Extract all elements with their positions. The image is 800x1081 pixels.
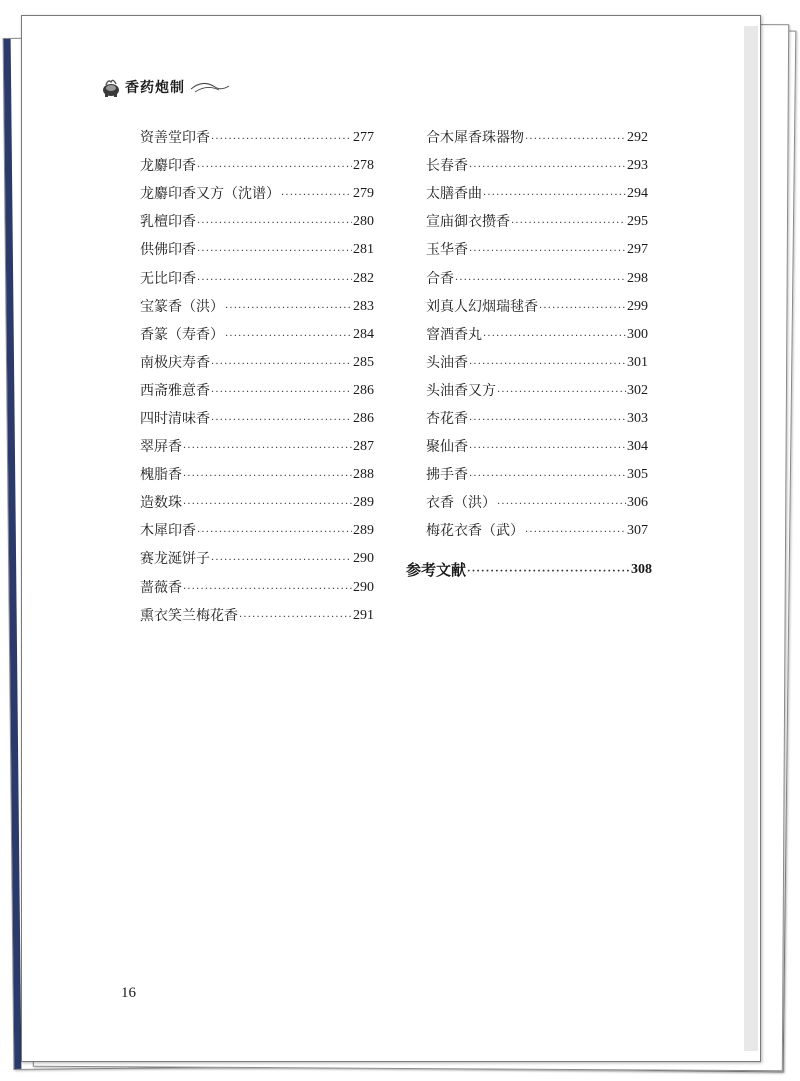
toc-entry[interactable] [140,574,374,602]
toc-entry[interactable] [140,321,374,349]
page-number: 16 [121,985,136,1001]
toc-leader-dots [483,191,626,201]
toc-entry[interactable] [140,377,374,405]
toc-entry-title: 槐脂香 [140,467,182,484]
toc-leader-dots [525,135,626,145]
toc-entry-page: 291 [353,607,374,623]
toc-entry-title: 衣香（洪） [426,495,496,512]
toc-entry-page: 294 [627,186,648,202]
toc-entry[interactable] [426,236,648,264]
toc-entry-title: 香篆（寿香） [140,326,224,343]
toc-entry[interactable] [426,321,648,349]
toc-leader-dots [211,360,352,370]
toc-leader-dots [211,388,352,398]
toc-entry-title: 宝篆香（洪） [140,298,224,315]
toc-leader-dots [183,472,352,482]
toc-entry-title: 玉华香 [426,242,468,259]
toc-entry-page: 292 [627,130,648,146]
toc-entry-page: 287 [353,439,374,455]
toc-leader-dots [469,360,626,370]
toc-entry-title: 熏衣笑兰梅花香 [140,607,238,624]
toc-entry-title: 蔷薇香 [140,579,182,596]
toc-entry-title: 拂手香 [426,467,468,484]
toc-entry-title: 西斋雅意香 [140,382,210,399]
toc-leader-dots [183,444,352,454]
toc-entry[interactable] [426,180,648,208]
toc-entry-title: 宣庙御衣攒香 [426,214,510,231]
toc-entry[interactable] [140,293,374,321]
toc-entry-title: 合香 [426,270,454,287]
toc-entry[interactable] [426,377,648,405]
toc-entry-title: 乳檀印香 [140,214,196,231]
toc-entry-title: 太膳香曲 [426,186,482,203]
toc-entry-page: 289 [353,495,374,511]
incense-burner-icon [100,76,122,98]
toc-leader-dots [497,500,626,510]
toc-leader-dots [211,556,352,566]
toc-entry[interactable] [140,208,374,236]
toc-entry[interactable] [426,405,648,433]
toc-leader-dots [239,613,352,623]
toc-entry-title: 杏花香 [426,410,468,427]
toc-column-right [406,124,652,585]
toc-entry[interactable] [140,545,374,573]
toc-entry-page: 307 [627,523,648,539]
toc-entry-title: 供佛印香 [140,242,196,259]
toc-leader-dots [455,276,626,286]
toc-entry[interactable] [426,293,648,321]
toc-leader-dots [483,332,626,342]
running-header-title: 香药炮制 [125,80,185,96]
toc-entry[interactable] [140,124,374,152]
toc-entry-title: 刘真人幻烟瑞毬香 [426,298,538,315]
toc-entry[interactable] [426,349,648,377]
toc-entry-title: 长春香 [426,158,468,175]
toc-leader-dots [197,163,352,173]
toc-entry-page: 305 [627,467,648,483]
toc-entry[interactable] [426,152,648,180]
toc-entry-page: 304 [627,439,648,455]
toc-entry-page: 297 [627,242,648,258]
toc-leader-dots [469,472,626,482]
cover-edge-strip [4,39,22,1069]
toc-entry-title: 龙麝印香 [140,158,196,175]
toc-entry-references[interactable] [406,556,652,584]
toc-entry-page: 298 [627,270,648,286]
toc-leader-dots [539,304,626,314]
book-page [21,15,761,1062]
toc-leader-dots [469,444,626,454]
toc-entry-title: 赛龙涎饼子 [140,551,210,568]
toc-leader-dots [197,219,352,229]
toc-entry-page: 306 [627,495,648,511]
toc-entry-page: 281 [353,242,374,258]
toc-entry-page: 286 [353,410,374,426]
toc-entry[interactable] [140,602,374,630]
toc-entry[interactable] [426,433,648,461]
toc-entry-page: 293 [627,158,648,174]
toc-leader-dots [467,567,630,577]
toc-leader-dots [469,247,626,257]
toc-entry[interactable] [426,264,648,292]
toc-entry-title: 梅花衣香（武） [426,523,524,540]
toc-leader-dots [225,304,352,314]
toc-leader-dots [197,247,352,257]
toc-entry[interactable] [426,208,648,236]
toc-entry[interactable] [426,489,648,517]
toc-entry[interactable] [426,124,648,152]
toc-entry-page: 279 [353,186,374,202]
toc-entry[interactable] [140,264,374,292]
toc-entry-title: 头油香又方 [426,382,496,399]
toc-entry-title: 造数珠 [140,495,182,512]
toc-entry[interactable] [140,517,374,545]
toc-entry-page: 290 [353,579,374,595]
toc-entry[interactable] [140,461,374,489]
toc-entry-page: 277 [353,130,374,146]
toc-leader-dots [197,276,352,286]
toc-entry-title: 合木犀香珠器物 [426,130,524,147]
toc-leader-dots [183,585,352,595]
toc-leader-dots [281,191,352,201]
toc-entry[interactable] [140,236,374,264]
toc-entry-page: 288 [353,467,374,483]
running-header [100,72,233,102]
toc-entry[interactable] [426,517,648,545]
toc-entry[interactable] [140,349,374,377]
toc-entry-title: 龙麝印香又方（沈谱） [140,186,280,203]
toc-entry-title: 聚仙香 [426,439,468,456]
toc-entry[interactable] [140,433,374,461]
toc-entry-title: 窨酒香丸 [426,326,482,343]
toc-leader-dots [511,219,626,229]
toc-entry-title: 参考文献 [406,560,467,579]
toc-entry-page: 300 [627,326,648,342]
toc-entry-page: 301 [627,354,648,370]
toc-leader-dots [211,416,352,426]
toc-entry-page: 283 [353,298,374,314]
toc-leader-dots [211,135,352,145]
toc-leader-dots [469,416,626,426]
toc-entry-title: 无比印香 [140,270,196,287]
toc-leader-dots [183,500,352,510]
toc-entry-page: 286 [353,382,374,398]
toc-entry-page: 290 [353,551,374,567]
toc-leader-dots [197,528,352,538]
toc-entry-page: 302 [627,382,648,398]
toc-entry-title: 翠屏香 [140,439,182,456]
toc-entry-page: 303 [627,410,648,426]
toc-leader-dots [525,528,626,538]
toc-entry-page: 285 [353,354,374,370]
toc-entry-title: 南极庆寿香 [140,354,210,371]
swoosh-ornament-icon [189,77,233,97]
toc-entry-page: 299 [627,298,648,314]
toc-leader-dots [469,163,626,173]
toc-entry[interactable] [140,489,374,517]
toc-entry-page: 280 [353,214,374,230]
toc-entry-title: 头油香 [426,354,468,371]
toc-column-left [140,124,374,630]
toc-entry-title: 四时清味香 [140,410,210,427]
toc-entry-title: 木犀印香 [140,523,196,540]
toc-entry[interactable] [426,461,648,489]
toc-entry[interactable] [140,152,374,180]
toc-leader-dots [497,388,626,398]
toc-leader-dots [225,332,352,342]
toc-entry-page: 278 [353,158,374,174]
toc-entry[interactable] [140,180,374,208]
toc-entry-page: 295 [627,214,648,230]
toc-entry-page: 282 [353,270,374,286]
toc-entry-page: 284 [353,326,374,342]
toc-entry-title: 资善堂印香 [140,130,210,147]
toc-entry-page: 308 [631,562,652,578]
toc-entry[interactable] [140,405,374,433]
page-gutter [744,26,758,1051]
toc-entry-page: 289 [353,523,374,539]
